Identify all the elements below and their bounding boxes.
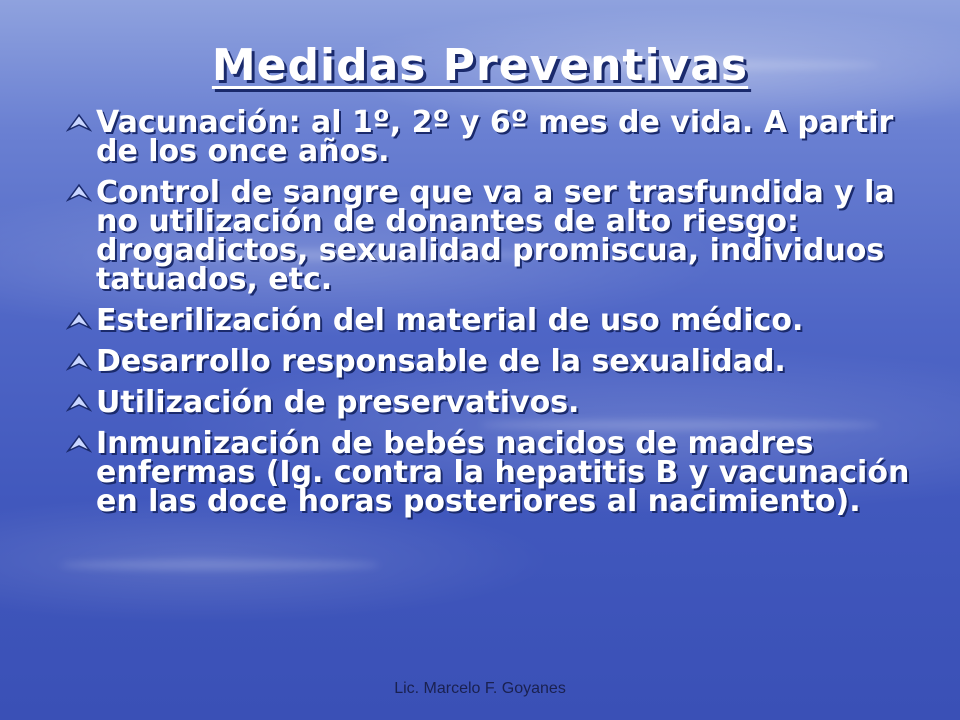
footer-author: Lic. Marcelo F. Goyanes	[394, 680, 566, 697]
bullet-item	[66, 344, 926, 379]
background-streak	[60, 560, 380, 570]
triangle-arrow-icon	[66, 433, 92, 453]
bullet-item	[66, 426, 926, 519]
triangle-arrow-icon	[66, 351, 92, 371]
bullet-item	[66, 105, 926, 169]
bullet-text: Inmunización de bebés nacidos de madres enfermas (Ig. contra la hepatitis B y vacunación en las doce horas posteriores al nacimiento).	[96, 426, 910, 519]
triangle-arrow-icon	[66, 310, 92, 330]
triangle-arrow-icon	[66, 182, 92, 202]
bullet-text: Utilización de preservativos.	[96, 385, 580, 420]
bullet-list	[66, 105, 926, 528]
triangle-arrow-icon	[66, 112, 92, 132]
triangle-arrow-icon	[66, 392, 92, 412]
bullet-text: Desarrollo responsable de la sexualidad.	[96, 344, 786, 379]
bullet-item	[66, 303, 926, 338]
bullet-item	[66, 175, 926, 297]
bullet-item	[66, 385, 926, 420]
bullet-text: Esterilización del material de uso médico.	[96, 303, 804, 338]
bullet-text: Control de sangre que va a ser trasfundida y la no utilización de donantes de alto riesgo: drogadictos, sexualidad promiscua, individuos tatuados, etc.	[96, 175, 895, 297]
slide-title: Medidas Preventivas	[211, 40, 749, 91]
bullet-text: Vacunación: al 1º, 2º y 6º mes de vida. A partir de los once años.	[96, 105, 894, 169]
